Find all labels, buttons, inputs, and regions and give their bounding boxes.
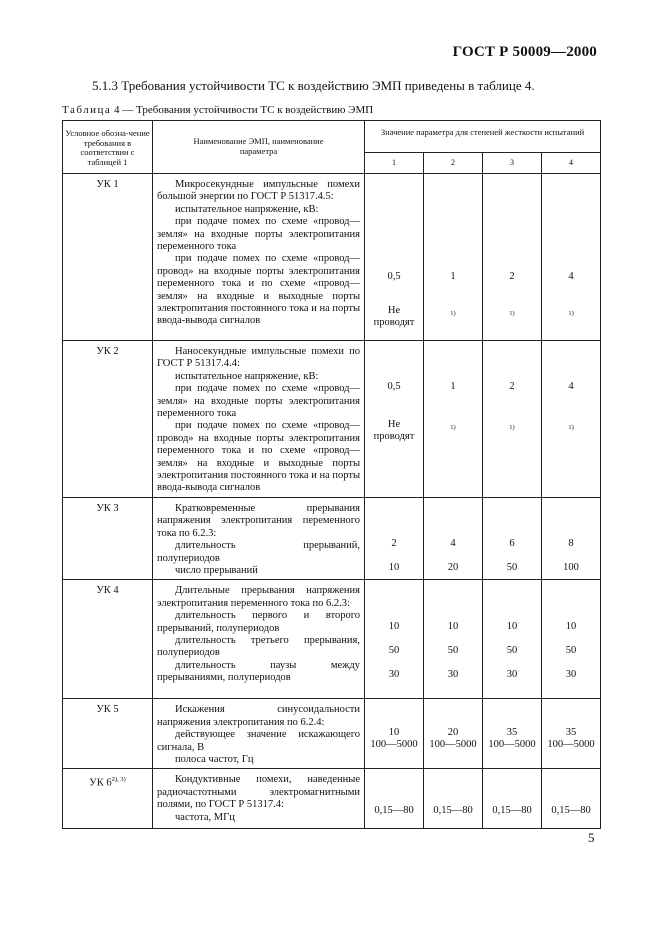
table-row <box>63 699 601 769</box>
req-code: УК 3 <box>63 497 153 579</box>
table-caption <box>62 104 373 116</box>
value-cell: 2 1) <box>483 341 542 498</box>
value-cell: 10 50 30 <box>424 580 483 699</box>
caption-text: 4 — Требования устойчивости ТС к воздействию ЭМП <box>114 104 374 116</box>
table-row <box>63 341 601 498</box>
col-header-values: Значение параметра для степеней жесткости испытаний <box>365 121 601 153</box>
col-header-name: Наименование ЭМП, наименование параметра <box>153 121 365 174</box>
value-cell: 35 100—5000 <box>483 699 542 769</box>
value-cell: 8 100 <box>542 497 601 579</box>
req-description: Кратковременные прерывания напряжения электропитания переменного тока по 6.2.3: длительность прерываний, полупериодов число прерываний <box>153 497 365 579</box>
page-number: 5 <box>588 830 595 845</box>
req-description: Кондуктивные помехи, наведенные радиочастотными электромагнитными полями, по ГОСТ Р 51317.4: частота, МГц <box>153 769 365 829</box>
level-header: 2 <box>424 153 483 174</box>
value-cell: 10 100—5000 <box>365 699 424 769</box>
value-cell: 0,15—80 <box>542 769 601 829</box>
value-cell: 2 1) <box>483 174 542 341</box>
value-cell: 0,5 Не проводят <box>365 174 424 341</box>
value-cell: 35 100—5000 <box>542 699 601 769</box>
req-code: УК 2 <box>63 341 153 498</box>
value-cell: 10 50 30 <box>483 580 542 699</box>
value-cell: 0,15—80 <box>424 769 483 829</box>
value-cell: 20 100—5000 <box>424 699 483 769</box>
req-code: УК 1 <box>63 174 153 341</box>
intro-paragraph: 5.1.3 Требования устойчивости ТС к воздействию ЭМП приведены в таблице 4. <box>92 78 535 93</box>
standard-header: ГОСТ Р 50009—2000 <box>452 44 597 60</box>
value-cell: 1 1) <box>424 174 483 341</box>
value-cell: 1 1) <box>424 341 483 498</box>
req-description: Искажения синусоидальности напряжения электропитания по 6.2.4: действующее значение искажающего сигнала, В полоса частот, Гц <box>153 699 365 769</box>
value-cell: 10 50 30 <box>542 580 601 699</box>
req-description: Наносекундные импульсные помехи по ГОСТ Р 51317.4.4: испытательное напряжение, кВ: при подаче помех по схеме «провод—земля» на входные порты электропитания переменного тока при подаче помех по схеме «провод—провод» на входные порты электропитания переменного тока и по схеме «провод—земля» на входные и выходные порты электропитания постоянного тока и на порты ввода-вывода сигналов <box>153 341 365 498</box>
value-cell: 4 1) <box>542 341 601 498</box>
req-code: УК 5 <box>63 699 153 769</box>
value-cell: 6 50 <box>483 497 542 579</box>
level-header: 4 <box>542 153 601 174</box>
value-cell: 0,15—80 <box>483 769 542 829</box>
level-header: 3 <box>483 153 542 174</box>
table-row <box>63 497 601 579</box>
value-cell: 0,15—80 <box>365 769 424 829</box>
value-cell: 4 1) <box>542 174 601 341</box>
req-description: Микросекундные импульсные помехи большой энергии по ГОСТ Р 51317.4.5: испытательное напряжение, кВ: при подаче помех по схеме «провод—земля» на входные порты электропитания переменного тока при подаче помех по схеме «провод—провод» на входные порты электропитания переменного тока и по схеме «провод—земля» на входные и выходные порты электропитания постоянного тока и на порты ввода-вывода сигналов <box>153 174 365 341</box>
table-row <box>63 174 601 341</box>
requirements-table <box>62 120 601 829</box>
req-code: УК 4 <box>63 580 153 699</box>
value-cell: 2 10 <box>365 497 424 579</box>
value-cell: 0,5 Не проводят <box>365 341 424 498</box>
level-header: 1 <box>365 153 424 174</box>
req-description: Длительные прерывания напряжения электропитания переменного тока по 6.2.3: длительность первого и второго прерываний, полупериодов длительность третьего прерывания, полупериодов длительность паузы между прерываниями, полупериодов <box>153 580 365 699</box>
table-row <box>63 580 601 699</box>
req-code: УК $6^{2), 3)}$ <box>63 769 153 829</box>
value-cell: 10 50 30 <box>365 580 424 699</box>
col-header-code: Условное обозна-чение требования в соответствии с таблицей 1 <box>63 121 153 174</box>
value-cell: 4 20 <box>424 497 483 579</box>
table-row <box>63 769 601 829</box>
caption-label: Таблица <box>62 104 112 116</box>
